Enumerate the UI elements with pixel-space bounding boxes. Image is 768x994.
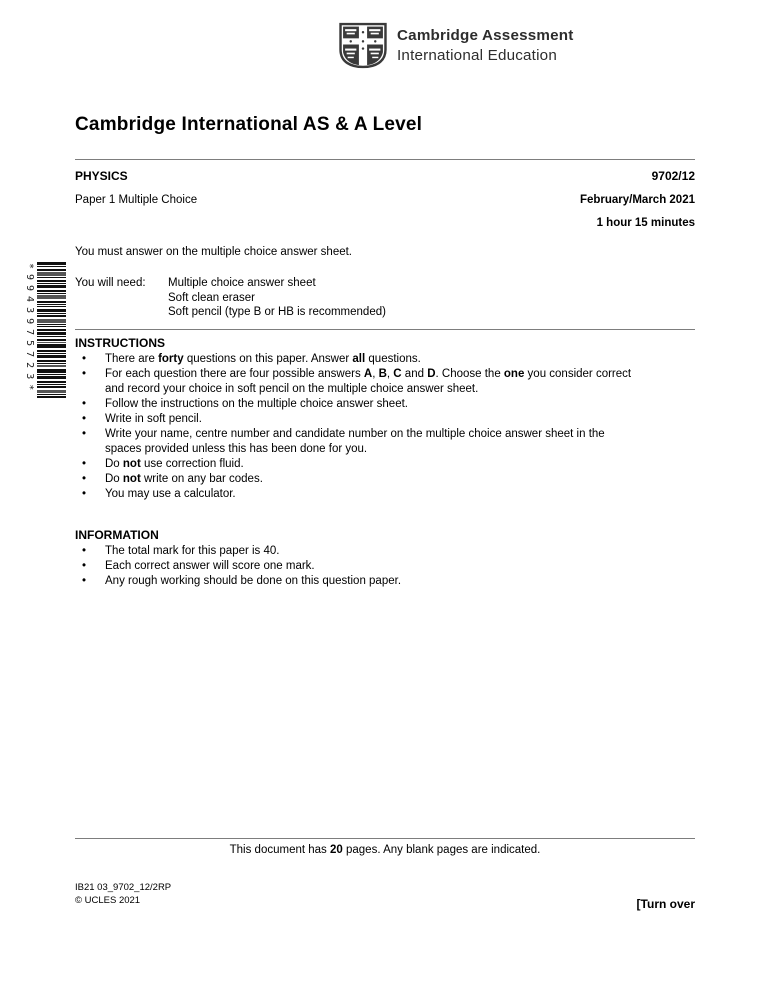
instruction-item-text: You may use a calculator. — [105, 488, 236, 500]
exam-duration: 1 hour 15 minutes — [596, 217, 695, 229]
information-heading: INFORMATION — [75, 528, 159, 542]
instruction-item — [75, 472, 695, 487]
bullet-icon: • — [82, 545, 87, 557]
page-count-note: This document has 20 pages. Any blank pages are indicated. — [229, 844, 541, 856]
information-section — [75, 528, 695, 589]
instructions-list — [75, 352, 695, 502]
bullet-icon: • — [82, 428, 87, 440]
bullet-icon: • — [82, 413, 87, 425]
information-item-text: Each correct answer will score one mark. — [105, 560, 315, 572]
bullet-icon: • — [82, 488, 87, 500]
you-will-need-items — [168, 276, 386, 320]
you-will-need — [75, 276, 386, 320]
you-will-need-label: You will need: — [75, 277, 146, 289]
answer-note: You must answer on the multiple choice answer sheet. — [75, 246, 353, 258]
information-item-text: Any rough working should be done on this question paper. — [105, 575, 402, 587]
imprint-copyright: © UCLES 2021 — [75, 895, 141, 906]
instruction-item — [75, 352, 695, 367]
bullet-icon: • — [82, 368, 87, 380]
exam-session: February/March 2021 — [579, 194, 695, 206]
instruction-item-text: Do not use correction fluid. — [105, 458, 244, 470]
you-will-need-item: Soft clean eraser — [168, 291, 255, 304]
instruction-item — [75, 457, 695, 472]
instruction-item-text: There are forty questions on this paper. Answer all questions. — [105, 353, 421, 365]
bullet-icon: • — [82, 398, 87, 410]
bullet-icon: • — [82, 560, 87, 572]
information-item — [75, 544, 695, 559]
instruction-item-text: For each question there are four possible answers A, B, C and D. Choose the one you consider correct and record your choice in soft pencil on the multiple choice answer sheet. — [105, 368, 632, 395]
cambridge-logo — [338, 22, 573, 69]
instruction-item — [75, 367, 695, 397]
information-item-text: The total mark for this paper is 40. — [105, 545, 280, 557]
imprint — [75, 881, 171, 907]
logo-org-line2: International Education — [397, 46, 557, 64]
paper-code: 9702/12 — [651, 169, 695, 183]
instruction-item-text: Follow the instructions on the multiple choice answer sheet. — [105, 398, 408, 410]
bullet-icon: • — [82, 353, 87, 365]
page-title: Cambridge International AS & A Level — [75, 114, 423, 135]
instructions-section — [75, 336, 695, 502]
bullet-icon: • — [82, 473, 87, 485]
divider-instructions — [75, 329, 695, 330]
information-item — [75, 574, 695, 589]
bullet-icon: • — [82, 575, 87, 587]
turn-over-label: [Turn over — [636, 897, 695, 911]
divider-top — [75, 159, 695, 160]
instruction-item-text: Do not write on any bar codes. — [105, 473, 263, 485]
bullet-icon: • — [82, 458, 87, 470]
instruction-item-text: Write in soft pencil. — [105, 413, 202, 425]
barcode — [37, 262, 66, 399]
instructions-heading: INSTRUCTIONS — [75, 336, 165, 350]
information-list — [75, 544, 695, 589]
cambridge-shield-icon — [338, 22, 388, 69]
instruction-item — [75, 487, 695, 502]
subject-label: PHYSICS — [75, 169, 128, 183]
you-will-need-item: Soft pencil (type B or HB is recommended) — [168, 306, 386, 318]
instruction-item — [75, 412, 695, 427]
imprint-reference: IB21 03_9702_12/2RP — [75, 882, 172, 893]
barcode-number: *9943975723* — [24, 263, 35, 396]
logo-org-line1: Cambridge Assessment — [397, 26, 574, 44]
you-will-need-item: Multiple choice answer sheet — [168, 277, 316, 289]
paper-name: Paper 1 Multiple Choice — [75, 194, 198, 206]
divider-footer — [75, 838, 695, 839]
instruction-item-text: Write your name, centre number and candidate number on the multiple choice answer sheet in the spaces provided unless this has been done for you. — [105, 428, 605, 455]
instruction-item — [75, 397, 695, 412]
information-item — [75, 559, 695, 574]
instruction-item — [75, 427, 695, 457]
